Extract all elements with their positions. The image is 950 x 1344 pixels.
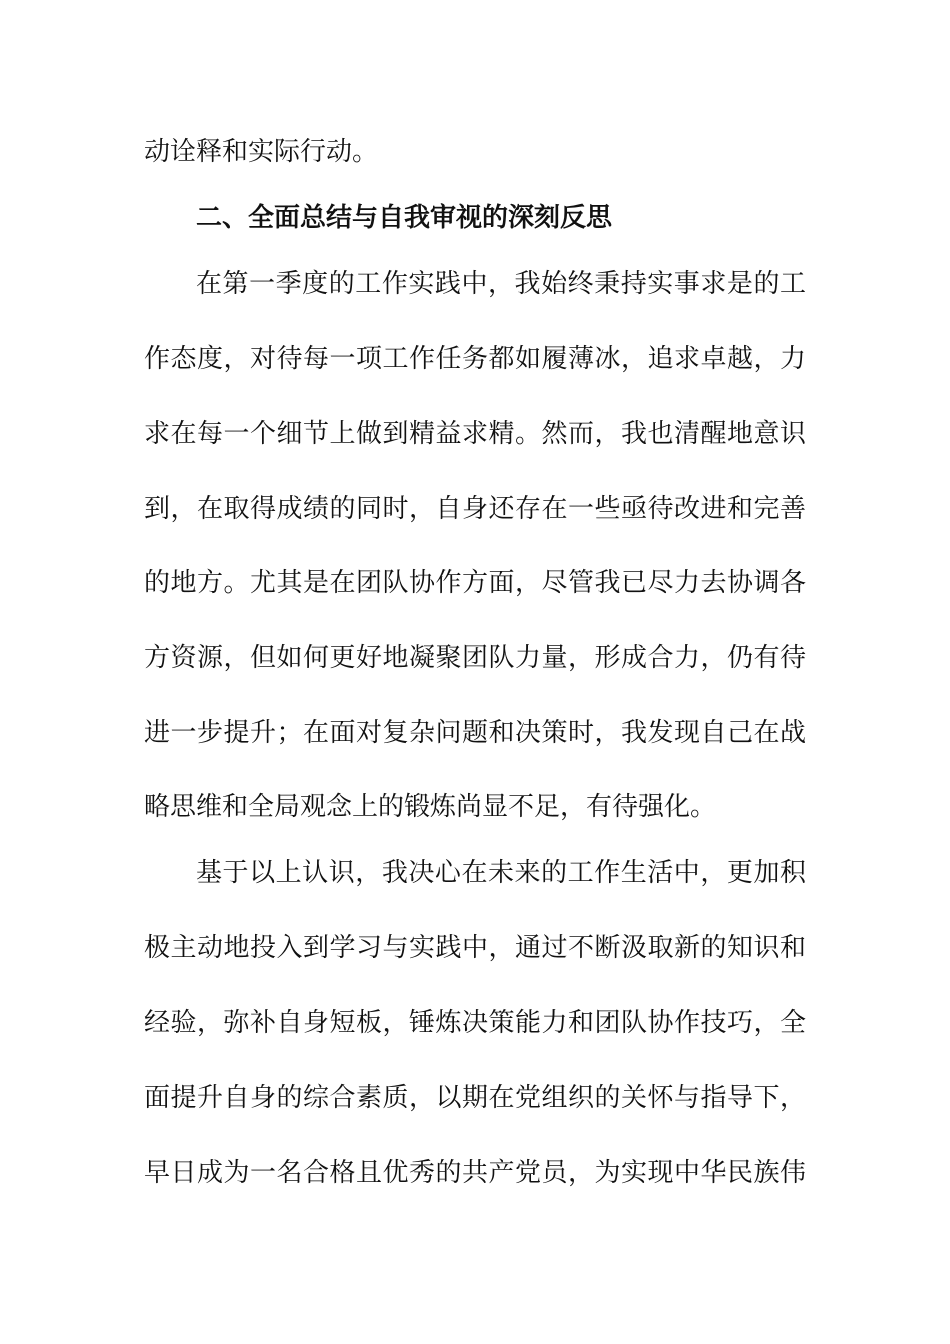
paragraph1-line: 略思维和全局观念上的锻炼尚显不足，有待强化。 <box>144 792 717 822</box>
paragraph2-line: 早日成为一名合格且优秀的共产党员，为实现中华民族伟 <box>144 1158 806 1188</box>
paragraph2-line: 面提升自身的综合素质，以期在党组织的关怀与指导下， <box>144 1083 806 1113</box>
paragraph1-line: 进一步提升；在面对复杂问题和决策时，我发现自己在战 <box>144 718 806 748</box>
paragraph1-line: 作态度，对待每一项工作任务都如履薄冰，追求卓越，力 <box>144 344 806 374</box>
continuation-line: 动诠释和实际行动。 <box>144 137 379 167</box>
paragraph1-line: 求在每一个细节上做到精益求精。然而，我也清醒地意识 <box>144 419 806 449</box>
paragraph1-line: 到，在取得成绩的同时，自身还存在一些亟待改进和完善 <box>144 494 806 524</box>
paragraph2-line: 基于以上认识，我决心在未来的工作生活中，更加积 <box>196 858 806 888</box>
paragraph1-line: 的地方。尤其是在团队协作方面，尽管我已尽力去协调各 <box>144 568 806 598</box>
paragraph1-line: 方资源，但如何更好地凝聚团队力量，形成合力，仍有待 <box>144 643 806 673</box>
paragraph2-line: 经验，弥补自身短板，锤炼决策能力和团队协作技巧，全 <box>144 1008 806 1038</box>
section-heading: 二、全面总结与自我审视的深刻反思 <box>196 203 613 233</box>
paragraph1-line: 在第一季度的工作实践中，我始终秉持实事求是的工 <box>196 269 806 299</box>
paragraph2-line: 极主动地投入到学习与实践中，通过不断汲取新的知识和 <box>144 933 806 963</box>
